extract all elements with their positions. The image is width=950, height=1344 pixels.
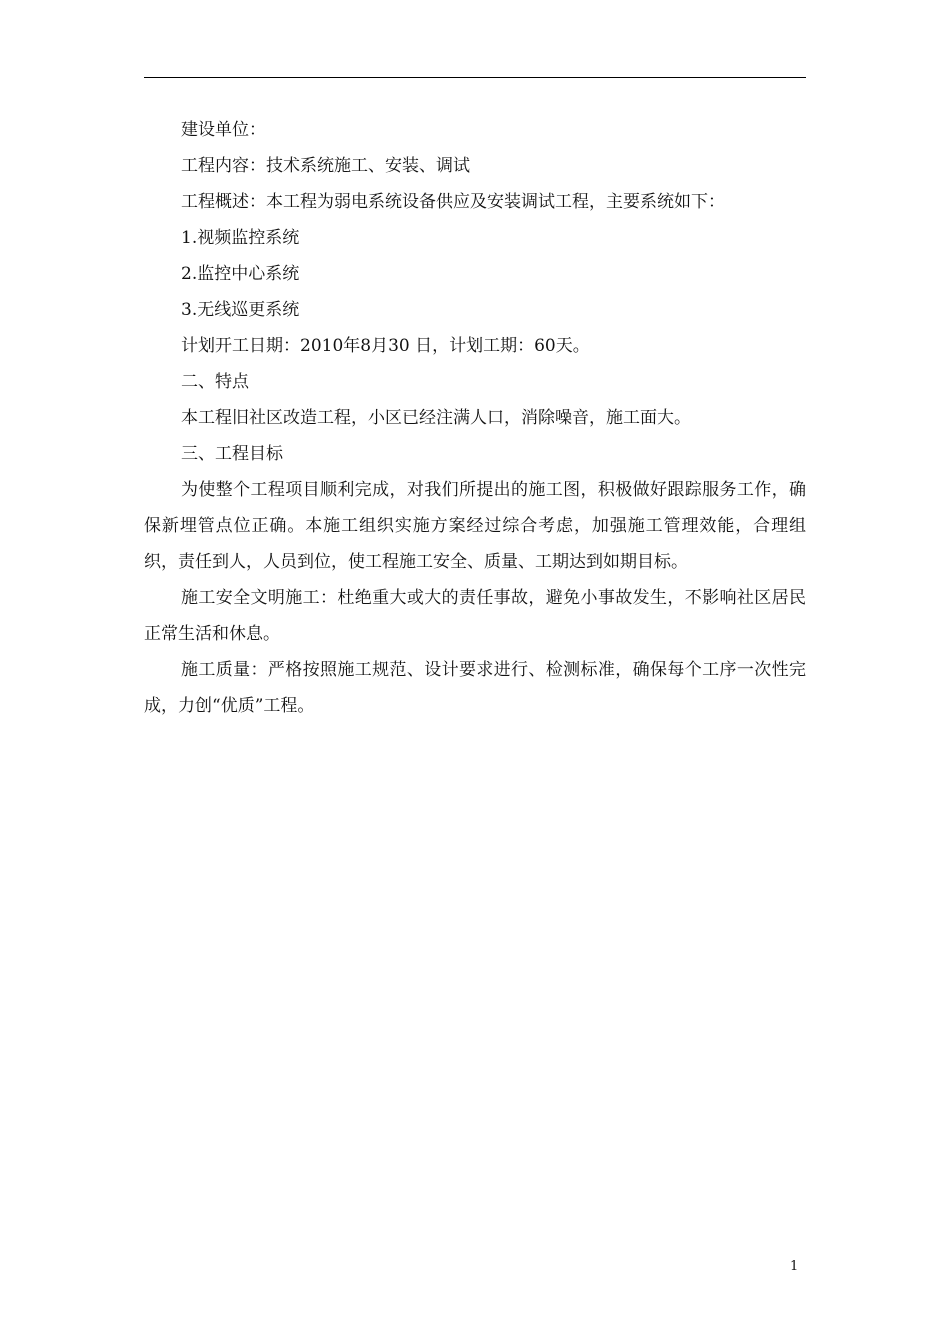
header-rule	[144, 77, 806, 78]
content-line: 工程内容：技术系统施工、安装、调试	[181, 156, 470, 176]
section-2-heading: 二、特点	[181, 372, 249, 392]
system-item-2: 2.监控中心系统	[181, 264, 300, 284]
owner-line: 建设单位：	[181, 120, 266, 140]
page-number: 1	[790, 1259, 799, 1274]
system-item-3: 3.无线巡更系统	[181, 300, 300, 320]
document-body	[144, 112, 806, 724]
overview-line: 工程概述：本工程为弱电系统设备供应及安装调试工程，主要系统如下：	[181, 192, 725, 212]
safety-paragraph: 施工安全文明施工：杜绝重大或大的责任事故，避免小事故发生，不影响社区居民正常生活和休息。	[144, 588, 806, 644]
section-2-body: 本工程旧社区改造工程，小区已经注满人口，消除噪音，施工面大。	[181, 408, 691, 428]
quality-paragraph: 施工质量：严格按照施工规范、设计要求进行、检测标准，确保每个工序一次性完成，力创“优质”工程。	[144, 660, 806, 716]
system-item-1: 1.视频监控系统	[181, 228, 300, 248]
schedule-line: 计划开工日期：2010年8月30 日，计划工期：60天。	[181, 336, 590, 356]
goal-paragraph: 为使整个工程项目顺利完成，对我们所提出的施工图，积极做好跟踪服务工作，确保新埋管点位正确。本施工组织实施方案经过综合考虑，加强施工管理效能，合理组织，责任到人，人员到位，使工程施工安全、质量、工期达到如期目标。	[144, 480, 806, 572]
section-3-heading: 三、工程目标	[181, 444, 283, 464]
